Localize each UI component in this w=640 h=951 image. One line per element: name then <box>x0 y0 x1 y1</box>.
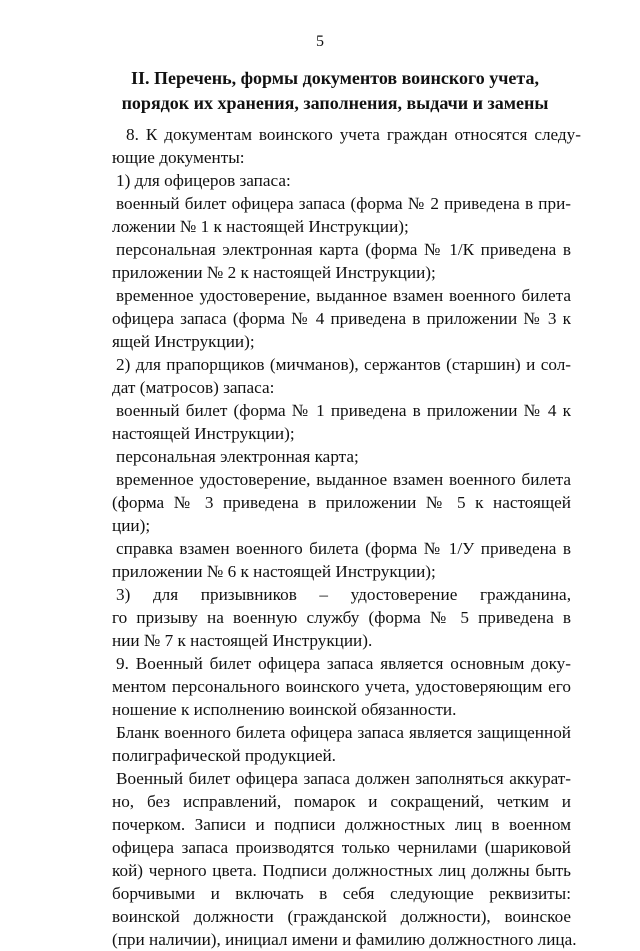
text-line: ющие документы: <box>112 148 245 167</box>
text-line: персональная электронная карта; <box>116 447 359 466</box>
text-line: почерком. Записи и подписи должностных лиц в военном <box>112 815 571 834</box>
text-line: военный билет (форма № 1 приведена в приложении № 4 к <box>116 401 571 420</box>
text-line: го призыву на военную службу (форма № 5 приведена в <box>112 608 571 627</box>
text-line: кой) черного цвета. Подписи должностных лиц должны быть <box>112 861 571 880</box>
text-line: (при наличии), инициал имени и фамилию должностного лица. <box>112 930 577 949</box>
text-line: ции); <box>112 516 151 535</box>
text-line: 9. Военный билет офицера запаса является основным доку- <box>116 654 571 673</box>
text-line: временное удостоверение, выданное взамен военного билета <box>116 286 571 305</box>
text-line: борчивыми и включать в себя следующие реквизиты: <box>112 884 571 903</box>
text-line: но, без исправлений, помарок и сокращений, четким и <box>112 792 571 811</box>
text-line: 2) для прапорщиков (мичманов), сержантов (старшин) и сол- <box>116 355 571 374</box>
text-line: ложении № 1 к настоящей Инструкции); <box>112 217 409 236</box>
text-line: 3) для призывников – удостоверение гражданина, <box>116 585 571 604</box>
section-heading <box>100 66 570 116</box>
text-line: настоящей Инструкции); <box>112 424 295 443</box>
text-line: 1) для офицеров запаса: <box>116 171 291 190</box>
section-heading-line-1: II. Перечень, формы документов воинского учета, <box>131 68 539 88</box>
text-line: ношение к исполнению воинской обязанности. <box>112 700 457 719</box>
text-line: военный билет офицера запаса (форма № 2 приведена в при- <box>116 194 571 213</box>
text-line: полиграфической продукцией. <box>112 746 336 765</box>
text-line: (форма № 3 приведена в приложении № 5 к настоящей <box>112 493 571 512</box>
text-line: воинской должности (гражданской должности), воинское <box>112 907 571 926</box>
section-heading-line-2: порядок их хранения, заполнения, выдачи и замены <box>121 93 549 113</box>
text-line: нии № 7 к настоящей Инструкции). <box>112 631 373 650</box>
text-line: Бланк военного билета офицера запаса является защищенной <box>116 723 571 742</box>
body-text <box>112 123 586 951</box>
page-number: 5 <box>316 33 324 50</box>
text-line: офицера запаса производятся только чернилами (шариковой <box>112 838 571 857</box>
text-line: справка взамен военного билета (форма № 1/У приведена в <box>116 539 571 558</box>
text-line: ментом персонального воинского учета, удостоверяющим его <box>112 677 571 696</box>
text-line: 8. К документам воинского учета граждан относятся следу- <box>126 125 581 144</box>
text-line: приложении № 2 к настоящей Инструкции); <box>112 263 436 282</box>
text-line: офицера запаса (форма № 4 приведена в приложении № 3 к <box>112 309 571 328</box>
text-line: Военный билет офицера запаса должен заполняться аккурат- <box>116 769 571 788</box>
text-line: ящей Инструкции); <box>112 332 255 351</box>
text-line: персональная электронная карта (форма № 1/К приведена в <box>116 240 571 259</box>
text-line: приложении № 6 к настоящей Инструкции); <box>112 562 436 581</box>
text-line: дат (матросов) запаса: <box>112 378 275 397</box>
text-line: временное удостоверение, выданное взамен военного билета <box>116 470 571 489</box>
